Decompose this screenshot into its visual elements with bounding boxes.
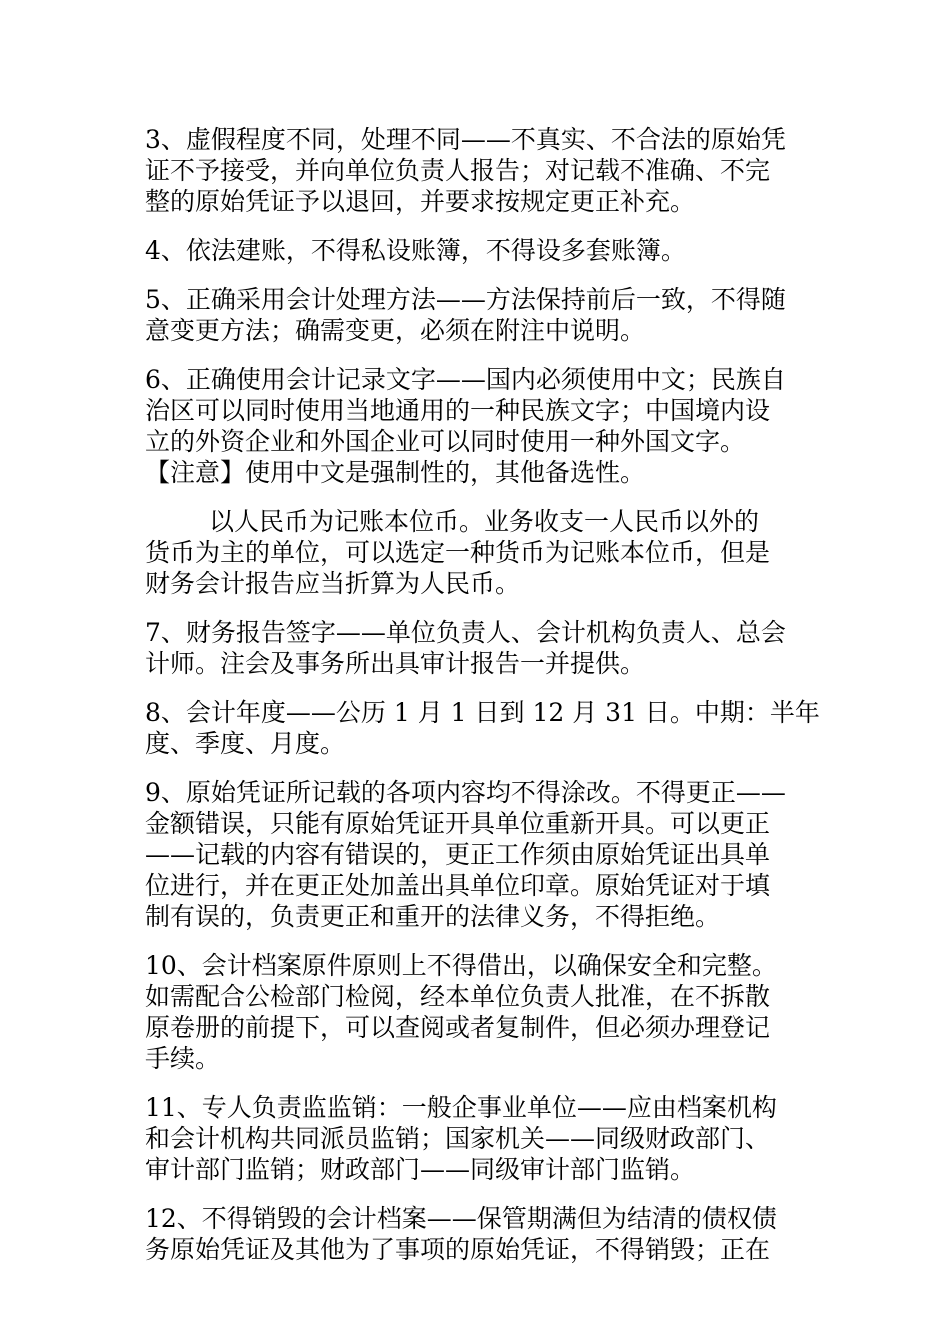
text-line: 位进行，并在更正处加盖出具单位印章。原始凭证对于填	[145, 871, 771, 900]
text-line: 9、原始凭证所记载的各项内容均不得涂改。不得更正——	[145, 778, 786, 807]
text-line: 金额错误，只能有原始凭证开具单位重新开具。可以更正	[145, 809, 771, 838]
text-line: 度、季度、月度。	[145, 729, 346, 758]
text-line: 以人民币为记账本位币。业务收支一人民币以外的	[209, 507, 760, 536]
paragraph-5	[145, 284, 805, 346]
text-line: 如需配合公检部门检阅，经本单位负责人批准，在不拆散	[145, 982, 771, 1011]
text-line: 证不予接受，并向单位负责人报告；对记载不准确、不完	[145, 156, 771, 185]
text-line: 审计部门监销；财政部门——同级审计部门监销。	[145, 1155, 696, 1184]
text-line: 财务会计报告应当折算为人民币。	[145, 569, 521, 598]
text-line: 和会计机构共同派员监销；国家机关——同级财政部门、	[145, 1124, 771, 1153]
text-line: 整的原始凭证予以退回，并要求按规定更正补充。	[145, 187, 696, 216]
text-line: 制有误的，负责更正和重开的法律义务，不得拒绝。	[145, 902, 721, 931]
text-line: 计师。注会及事务所出具审计报告一并提供。	[145, 649, 646, 678]
text-line: 6、正确使用会计记录文字——国内必须使用中文；民族自	[145, 365, 786, 394]
text-line: 10、会计档案原件原则上不得借出，以确保安全和完整。	[145, 951, 777, 980]
note-line: 【注意】使用中文是强制性的，其他备选性。	[145, 458, 646, 487]
text-line: ——记载的内容有错误的，更正工作须由原始凭证出具单	[145, 840, 771, 869]
document-body	[145, 124, 820, 1283]
paragraph-12	[145, 1203, 805, 1265]
text-line: 3、虚假程度不同，处理不同——不真实、不合法的原始凭	[145, 125, 786, 154]
paragraph-6-currency	[145, 506, 805, 599]
paragraph-7	[145, 617, 805, 679]
text-line: 5、正确采用会计处理方法——方法保持前后一致，不得随	[145, 285, 786, 314]
paragraph-9	[145, 777, 805, 932]
text-line: 务原始凭证及其他为了事项的原始凭证，不得销毁；正在	[145, 1235, 771, 1264]
text-line: 手续。	[145, 1044, 221, 1073]
paragraph-6	[145, 364, 805, 488]
text-line: 4、依法建账，不得私设账簿，不得设多套账簿。	[145, 236, 686, 265]
paragraph-10	[145, 950, 805, 1074]
text-line: 7、财务报告签字——单位负责人、会计机构负责人、总会	[145, 618, 786, 647]
text-line: 治区可以同时使用当地通用的一种民族文字；中国境内设	[145, 396, 771, 425]
text-line: 立的外资企业和外国企业可以同时使用一种外国文字。	[145, 427, 746, 456]
text-line: 意变更方法；确需变更，必须在附注中说明。	[145, 316, 646, 345]
text-line: 8、会计年度——公历 1 月 1 日到 12 月 31 日。中期：半年	[145, 698, 820, 727]
text-line: 12、不得销毁的会计档案——保管期满但为结清的债权债	[145, 1204, 777, 1233]
paragraph-11	[145, 1092, 805, 1185]
text-line: 货币为主的单位，可以选定一种货币为记账本位币，但是	[145, 538, 771, 567]
text-line: 11、专人负责监监销：一般企事业单位——应由档案机构	[145, 1093, 777, 1122]
text-line: 原卷册的前提下，可以查阅或者复制件，但必须办理登记	[145, 1013, 771, 1042]
paragraph-3	[145, 124, 805, 217]
paragraph-4	[145, 235, 805, 266]
paragraph-8	[145, 697, 820, 759]
